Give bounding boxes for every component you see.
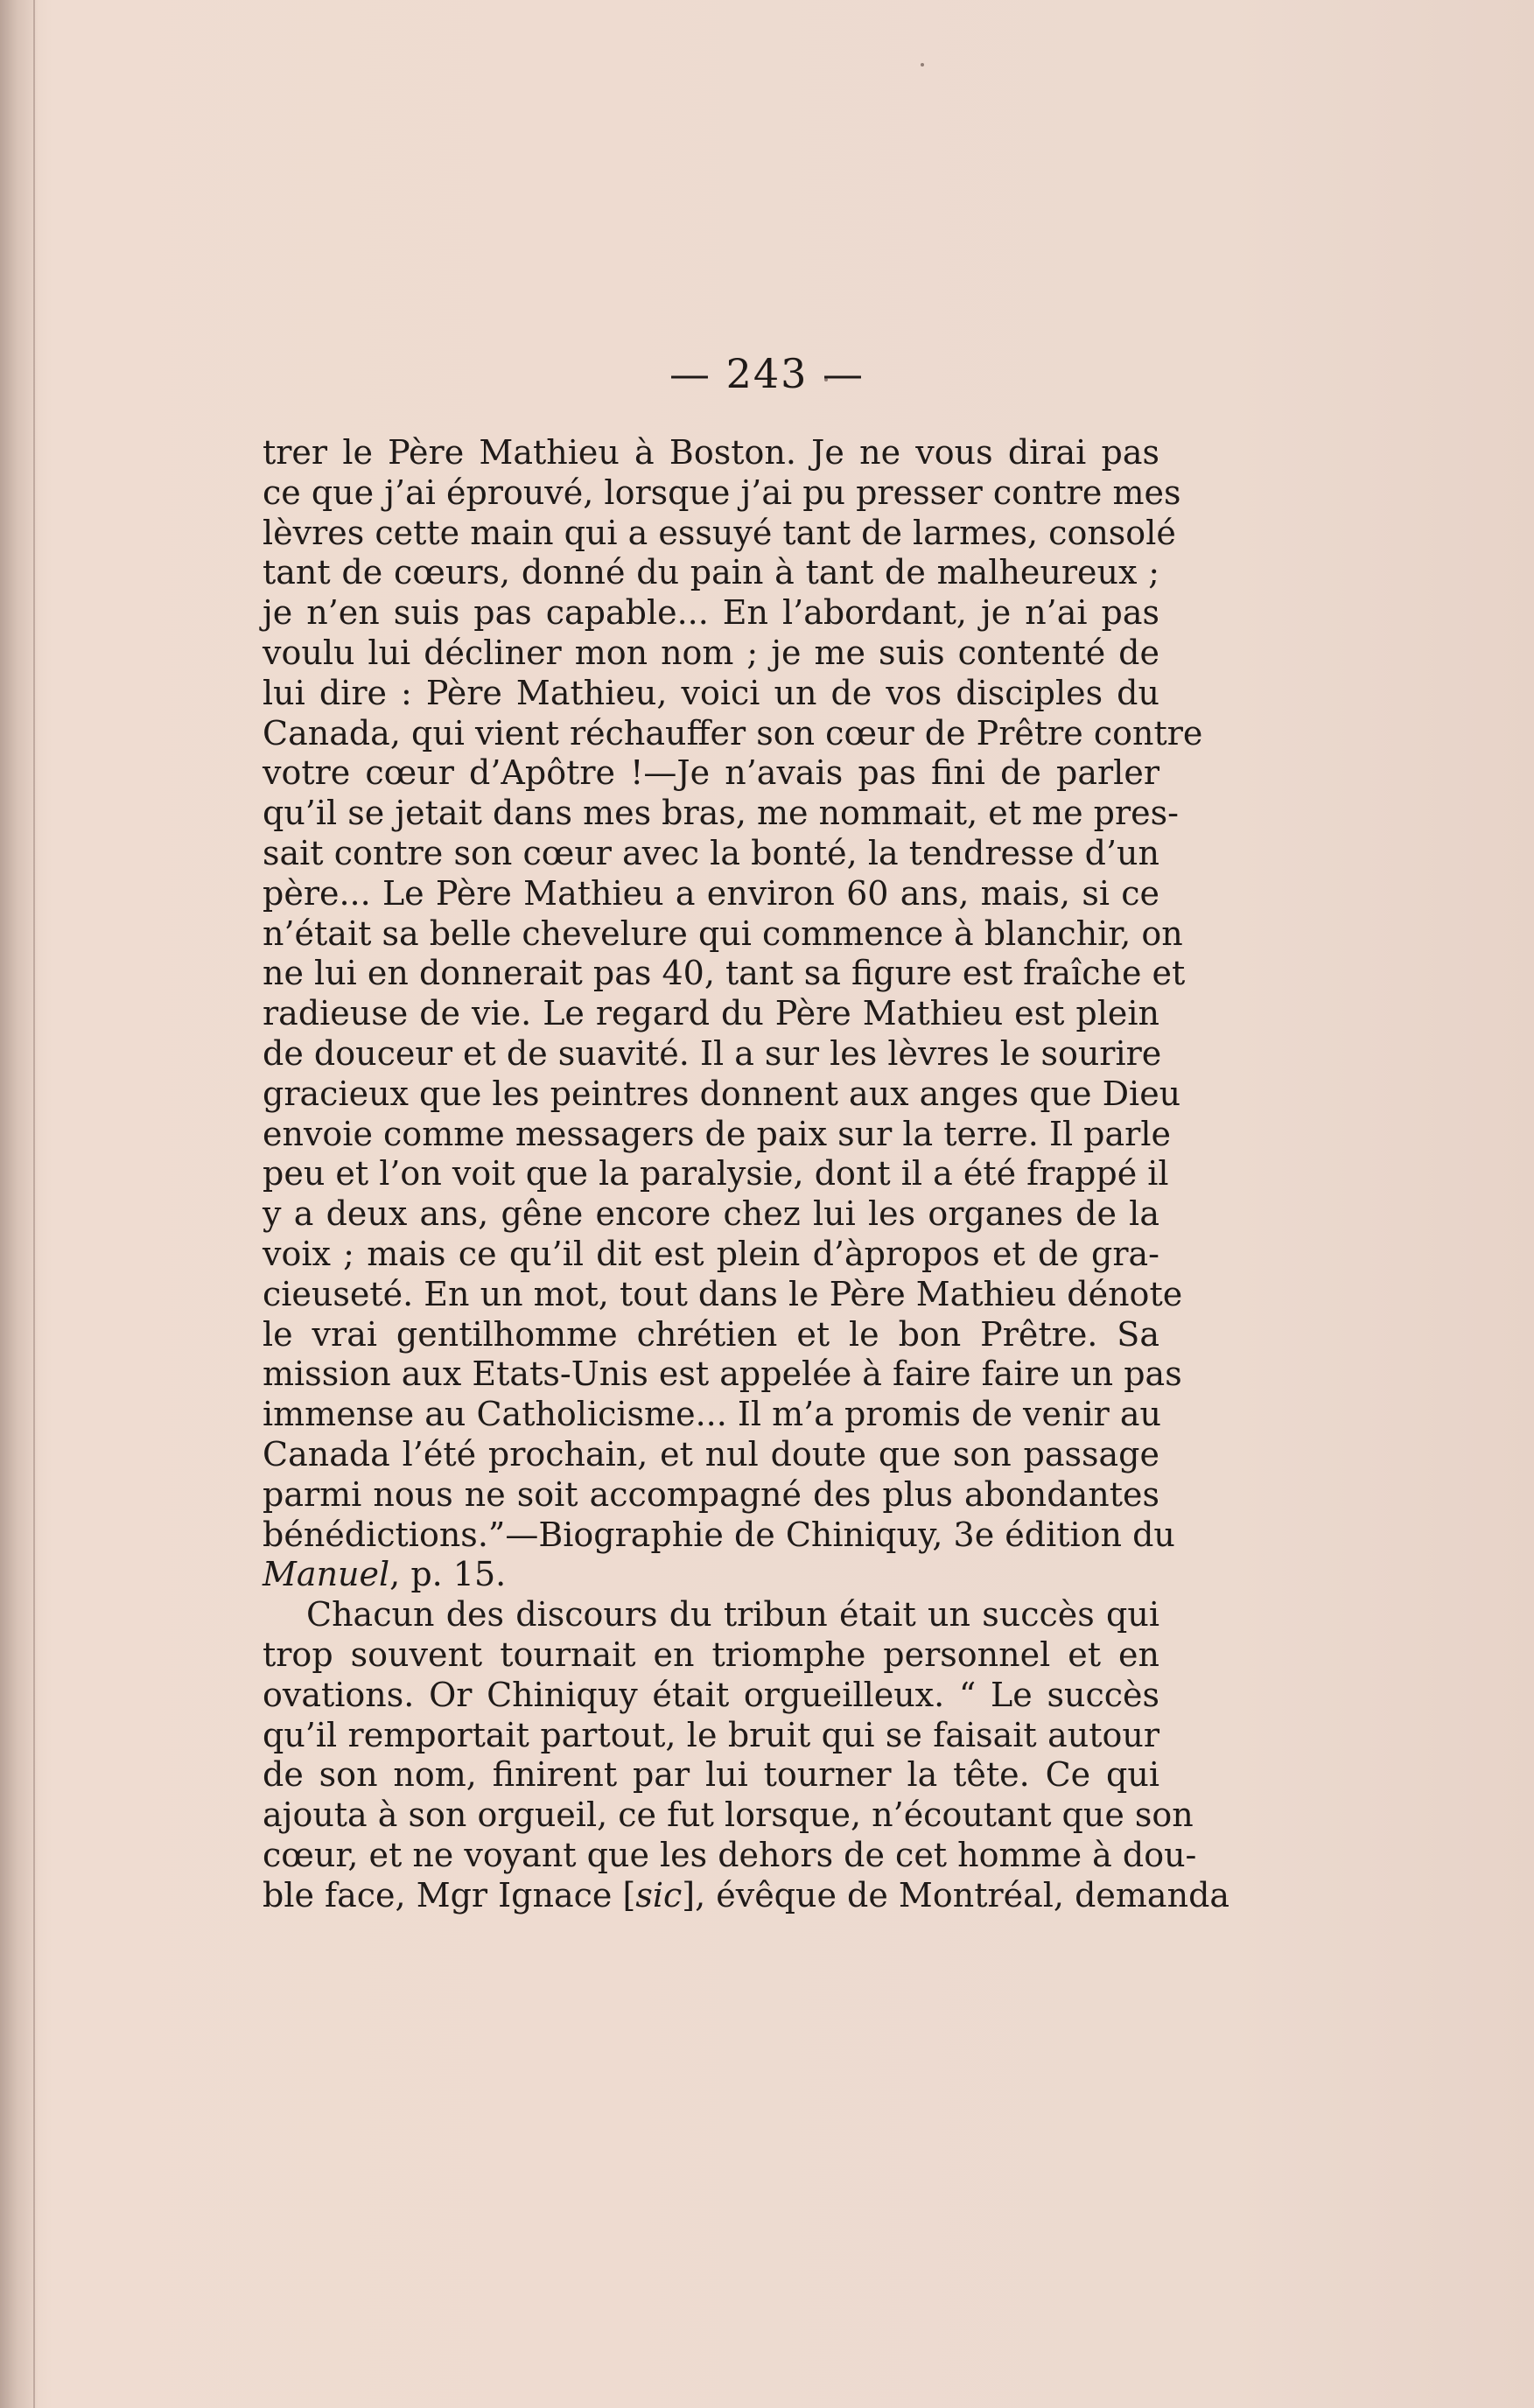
text-line: cœur, et ne voyant que les dehors de cet homme à dou- [263,1835,1197,1874]
text-line: envoie comme messagers de paix sur la terre. Il parle [263,1114,1171,1153]
text-line: bénédictions.”—Biographie de Chiniquy, 3e édition du [263,1515,1175,1554]
text-line: lèvres cette main qui a essuyé tant de larmes, consolé [263,513,1176,552]
text-line: ovations. Or Chiniquy était orgueilleux. “ Le succès [263,1675,1159,1714]
text-line [263,1555,1159,1595]
text-line: le vrai gentilhomme chrétien et le bon Prêtre. Sa [263,1314,1159,1354]
text-line: ne lui en donnerait pas 40, tant sa figure est fraîche et [263,954,1186,993]
body-text [263,433,1230,1915]
text-line: immense au Catholicisme... Il m’a promis de venir au [263,1395,1161,1434]
text-line: voulu lui décliner mon nom ; je me suis contenté de [263,633,1159,672]
text-line: ce que j’ai éprouvé, lorsque j’ai pu presser contre mes [263,472,1181,512]
text-line: de douceur et de suavité. Il a sur les lèvres le sourire [263,1033,1162,1073]
text-line: père... Le Père Mathieu a environ 60 ans, mais, si ce [263,873,1159,913]
text-line: ajouta à son orgueil, ce fut lorsque, n’écoutant que son [263,1796,1194,1835]
text-line: sait contre son cœur avec la bonté, la tendresse d’un [263,833,1159,872]
text-line: y a deux ans, gêne encore chez lui les organes de la [263,1194,1159,1234]
text-line: Chacun des discours du tribun était un succès qui [306,1595,1159,1634]
text-line: parmi nous ne soit accompagné des plus abondantes [263,1474,1159,1514]
text-line: je n’en suis pas capable... En l’abordant, je n’ai pas [263,593,1159,633]
text-line: n’était sa belle chevelure qui commence à blanchir, on [263,914,1183,953]
paper-speck [921,63,924,66]
text-span: , p. 15. [389,1555,507,1594]
text-line: tant de cœurs, donné du pain à tant de malheureux ; [263,553,1159,592]
text-line: mission aux Etats-Unis est appelée à faire faire un pas [263,1354,1182,1394]
text-line: trer le Père Mathieu à Boston. Je ne vous dirai pas [263,433,1159,472]
text-line: Canada l’été prochain, et nul doute que son passage [263,1434,1159,1474]
text-line: voix ; mais ce qu’il dit est plein d’àpropos et de gra- [263,1234,1159,1273]
text-line: trop souvent tournait en triomphe personnel et en [263,1634,1159,1674]
text-line: radieuse de vie. Le regard du Père Mathieu est plein [263,994,1159,1033]
text-line: de son nom, finirent par lui tourner la tête. Ce qui [263,1755,1159,1795]
italic-title: Manuel [263,1555,390,1594]
text-span: ble face, Mgr Ignace [ [263,1875,636,1914]
text-line: peu et l’on voit que la paralysie, dont il a été frappé il [263,1154,1169,1194]
text-line: qu’il remportait partout, le bruit qui se faisait autour [263,1715,1159,1754]
text-line: qu’il se jetait dans mes bras, me nommait, et me pres- [263,794,1179,833]
text-line [263,1875,1230,1916]
text-line: cieuseté. En un mot, tout dans le Père Mathieu dénote [263,1274,1183,1313]
page-number: — 243 — [669,350,865,397]
italic-sic: sic [635,1875,683,1914]
text-line: gracieux que les peintres donnent aux anges que Dieu [263,1074,1181,1113]
text-span: ], évêque de Montréal, demanda [682,1875,1230,1914]
text-line: votre cœur d’Apôtre !—Je n’avais pas fini de parler [263,753,1159,793]
text-line: Canada, qui vient réchauffer son cœur de Prêtre contre [263,713,1203,752]
text-line: lui dire : Père Mathieu, voici un de vos disciples du [263,673,1159,712]
